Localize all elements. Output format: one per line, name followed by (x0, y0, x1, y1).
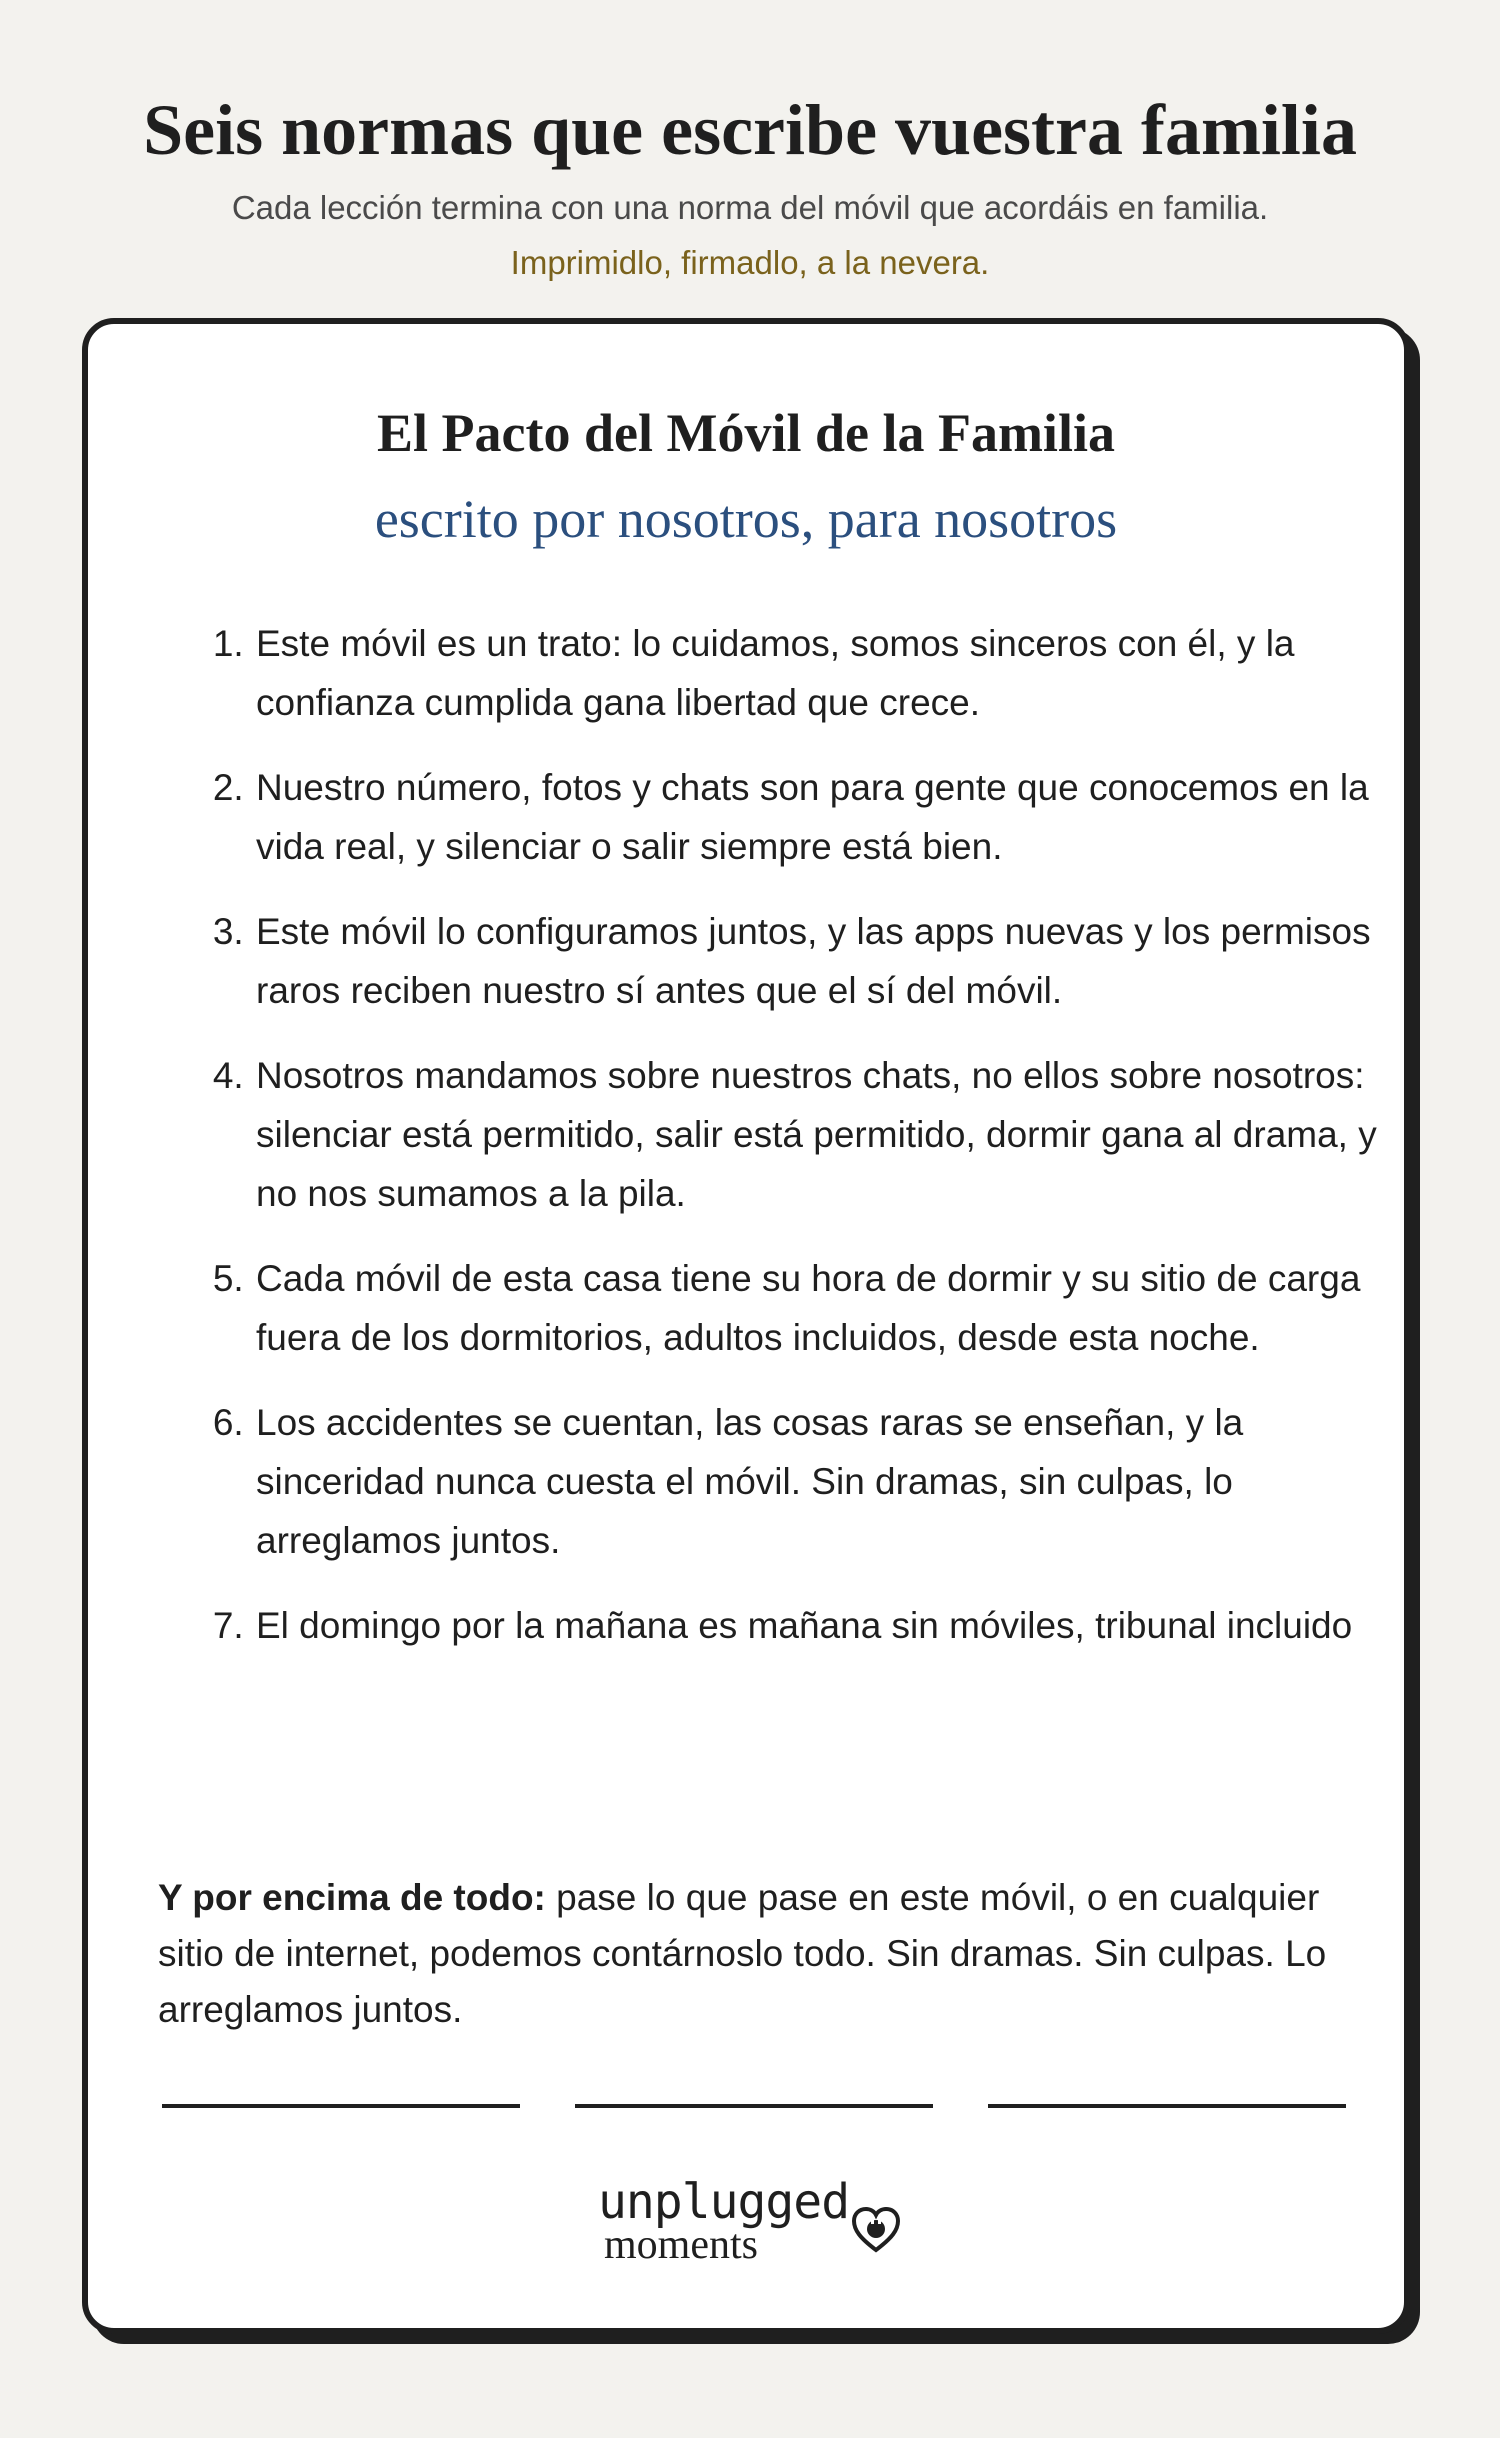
page-title: Seis normas que escribe vuestra familia (143, 90, 1357, 170)
pact-title: El Pacto del Móvil de la Familia (377, 403, 1115, 463)
signature-line (162, 2104, 520, 2108)
signature-line (988, 2104, 1346, 2108)
page-subtitle: Cada lección termina con una norma del móvil que acordáis en familia. (231, 189, 1269, 226)
summary-lead: Y por encima de todo: (158, 1877, 546, 1918)
brand-logo (598, 2174, 918, 2284)
rule-item: 4. Nosotros mandamos sobre nuestros chats, no ellos sobre nosotros: silenciar está permitido, salir está permitido, dormir gana al drama, y no nos sumamos a la pila. (254, 1046, 1414, 1223)
rule-item: 2. Nuestro número, fotos y chats son para gente que conocemos en la vida real, y silenciar o salir siempre está bien. (254, 758, 1414, 876)
signature-line (575, 2104, 933, 2108)
rule-item: 5. Cada móvil de esta casa tiene su hora de dormir y su sitio de carga fuera de los dormitorios, adultos incluidos, desde esta noche. (254, 1249, 1414, 1367)
summary-text: pase lo que pase en este móvil, o en cualquier sitio de internet, podemos contárnoslo todo. Sin dramas. Sin culpas. Lo arreglamos juntos. (158, 1877, 1327, 2030)
rule-item: 1. Este móvil es un trato: lo cuidamos, somos sinceros con él, y la confianza cumplida gana libertad que crece. (254, 614, 1414, 732)
plug-heart-icon (848, 2202, 904, 2258)
rule-item: 3. Este móvil lo configuramos juntos, y las apps nuevas y los permisos raros reciben nuestro sí antes que el sí del móvil. (254, 902, 1414, 1020)
logo-line1: unplugged (598, 2174, 850, 2230)
summary-paragraph (158, 1870, 1358, 2038)
logo-line2: moments (604, 2222, 758, 2268)
rule-item: 7. El domingo por la mañana es mañana sin móviles, tribunal incluido (254, 1596, 1414, 1655)
rule-item: 6. Los accidentes se cuentan, las cosas raras se enseñan, y la sinceridad nunca cuesta el móvil. Sin dramas, sin culpas, lo arreglamos juntos. (254, 1393, 1414, 1570)
page-note: Imprimidlo, firmadlo, a la nevera. (510, 244, 990, 281)
rules-list (214, 614, 1414, 1681)
pact-card (82, 318, 1410, 2334)
pact-subtitle: escrito por nosotros, para nosotros (374, 489, 1118, 549)
